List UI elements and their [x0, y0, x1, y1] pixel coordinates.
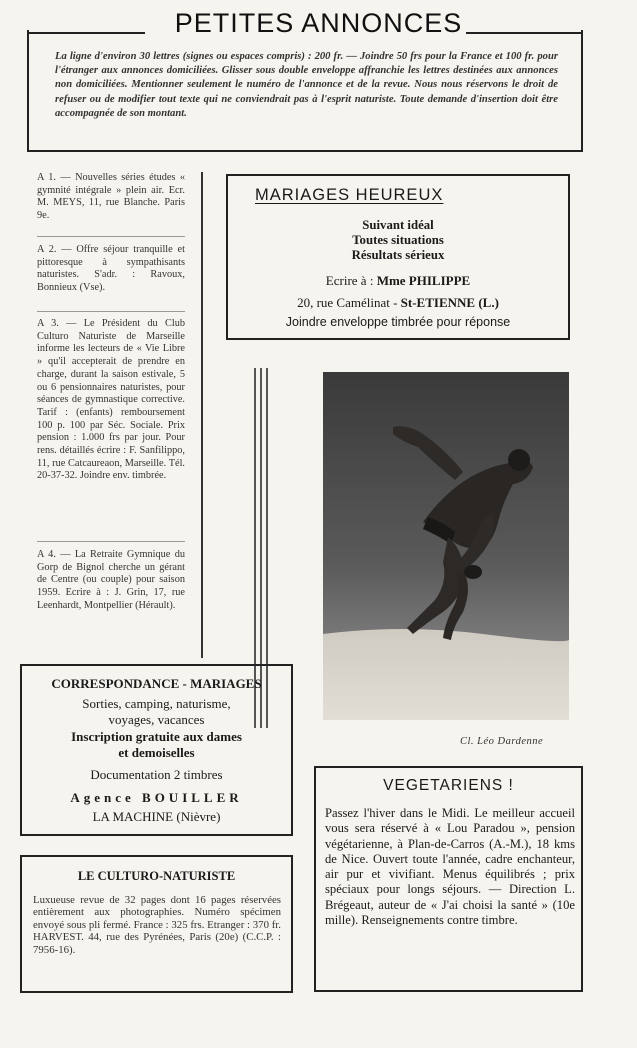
correspondance-line-1: Sorties, camping, naturisme,: [82, 696, 231, 711]
culturo-title: LE CULTURO-NATURISTE: [77, 869, 236, 883]
mariages-address: [226, 295, 570, 311]
ad-a4: [37, 549, 185, 613]
culturo-text: Luxueuse revue de 32 pages dont 16 pages réservées entièrement aux photographies. Numéro spécimen envoyé sous pli fermé. France : 325 frs. Etranger : 370 fr. HARVEST. 44, rue des Pyrénées, Paris (20e) (C.C.P. : 7956-16).: [33, 894, 281, 956]
header-instructions: La ligne d'environ 30 lettres (signes ou espaces compris) : 200 fr. — Joindre 50 frs pour la France et 100 fr. pour l'étranger aux annonces domiciliées. Glisser sous double enveloppe affranchie les lettres destinées aux annonces non domiciliées. Mentionner seulement le numéro de l'annonce et de la revue. Nous nous réservons le droit de refuser ou de modifier tout texte qui ne conviendrait pas à l'esprit naturiste. Toute demande d'insertion doit être accompagnée de son montant.: [55, 51, 558, 119]
vegetariens-title: VEGETARIENS !: [383, 777, 514, 794]
ad-a2-text: A 2. — Offre séjour tranquille et pittoresque à sympathisants naturistes. S'adr. : Ravoux, Bonnieux (Vse).: [37, 244, 185, 294]
mariages-note: Joindre enveloppe timbrée pour réponse: [285, 315, 511, 329]
ad-divider: [37, 236, 185, 237]
mariages-contact: [226, 273, 570, 289]
mariages-address-street: 20, rue Camélinat -: [297, 295, 401, 310]
ad-a3-text: A 3. — Le Président du Club Culturo Naturiste de Marseille informe les lecteurs de « Vie Libre » qu'il accepterait de prendre en charge, durant la saison estivale, 5 ou 6 pensionnaires naturistes, pour séances de gymnastique corrective. Tarif : (enfants) remboursement 100 p. 100 par Séc. Sociale. Prix pension : 1.000 frs par jour. Pour rens. détaillés écrire : F. Sanfilippo, 11, rue Catcaureaon, Marseille. Tél. 20-37-32. Joindre env. timbrée.: [37, 318, 185, 482]
mariages-line-3: Résultats sérieux: [351, 248, 445, 262]
ad-a3: [37, 318, 185, 483]
ad-a1-text: A 1. — Nouvelles séries études « gymnité intégrale » plein air. Ecr. M. MEYS, 11, rue Blanche. Paris 9e.: [37, 172, 185, 222]
athlete-figure: [323, 372, 569, 720]
discus-thrower-photo: [323, 372, 569, 720]
column-rule: [201, 172, 203, 658]
ad-divider: [37, 311, 185, 312]
correspondance-agency: Agence BOUILLER: [70, 790, 243, 805]
correspondance-place: LA MACHINE (Nièvre): [92, 809, 221, 824]
ad-a2: [37, 244, 185, 295]
ad-divider: [37, 541, 185, 542]
mariages-contact-prefix: Ecrire à :: [325, 273, 377, 288]
page-title: PETITES ANNONCES: [174, 8, 463, 38]
mariages-line-1: Suivant idéal: [362, 218, 434, 232]
correspondance-line-5: Documentation 2 timbres: [90, 767, 223, 782]
mariages-line-2: Toutes situations: [352, 233, 444, 247]
vegetariens-text: Passez l'hiver dans le Midi. Le meilleur accueil vous sera réservé à « Lou Paradou », pension végétarienne, à Plan-de-Carros (A.-M.), 18 kms de Nice. Ouvert toute l'année, cadre enchanteur, air pur et vivifiant. Menus équilibrés ; prix spéciaux pour longs séjours. — Direction L. Brégeaut, auteur de « J'ai choisi la santé » (10e mille). Renseignements contre timbre.: [325, 806, 575, 928]
correspondance-title: CORRESPONDANCE - MARIAGES: [51, 676, 262, 691]
correspondance-line-2: voyages, vacances: [108, 712, 205, 727]
correspondance-line-4: et demoiselles: [118, 745, 195, 760]
ad-a1: [37, 172, 185, 223]
correspondance-line-3: Inscription gratuite aux dames: [71, 729, 242, 744]
mariages-address-city: St-ETIENNE (L.): [400, 295, 499, 310]
photo-credit: Cl. Léo Dardenne: [460, 736, 544, 747]
mariages-title: MARIAGES HEUREUX: [255, 186, 444, 204]
mariages-contact-name: Mme PHILIPPE: [376, 273, 471, 288]
ad-a4-text: A 4. — La Retraite Gymnique du Gorp de Bignol cherche un gérant de Centre (ou couple) pour saison 1959. Ecrire à : J. Grin, 17, rue Leenhardt, Montpellier (Hérault).: [37, 549, 185, 611]
